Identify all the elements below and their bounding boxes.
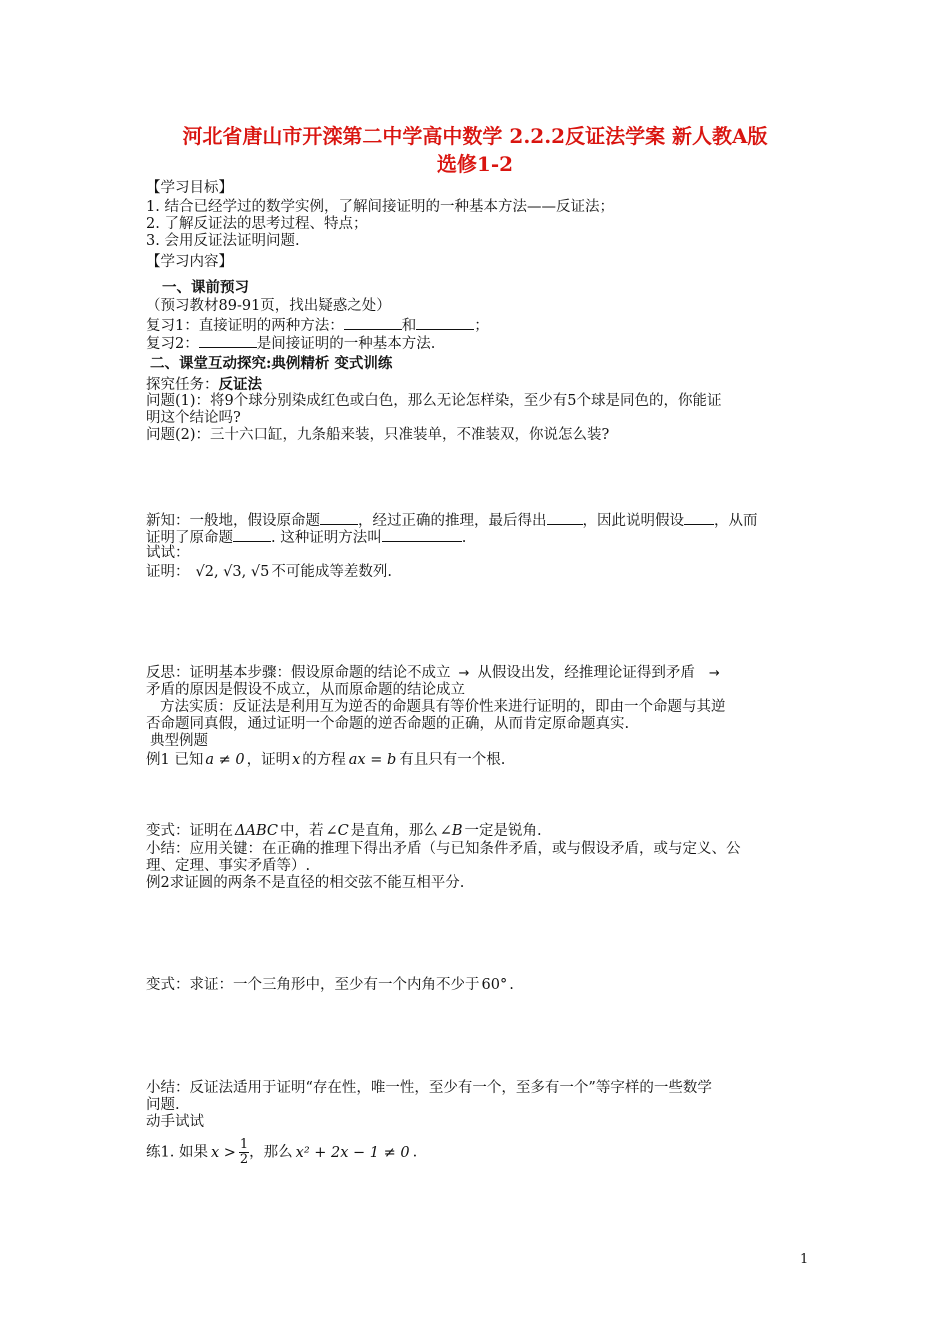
summary-2-line-1: 小结：反证法适用于证明“存在性，唯一性，至少有一个，至多有一个”等字样的一些数学 — [146, 1080, 712, 1096]
arrow-icon: → — [458, 666, 470, 681]
practice-1-math: x² + 2x − 1 ≠ 0 — [295, 1144, 410, 1161]
reflect-text-b: 从假设出发，经推理论证得到矛盾 — [477, 665, 695, 681]
variant-1-text-c: 是直角，那么 — [350, 823, 438, 839]
proof-prefix: 证明： — [146, 564, 190, 580]
task-line — [146, 376, 810, 394]
variant-1-math-2: ∠C — [325, 823, 349, 839]
example-1 — [146, 752, 810, 769]
review-1 — [146, 316, 810, 335]
section-2-heading: 二、课堂互动探究:典例精析 变式训练 — [150, 355, 393, 372]
variant-2-text-a: 变式：求证：一个三角形中，至少有一个内角不少于 — [146, 977, 480, 993]
document-title-line-2: 选修1-2 — [436, 152, 514, 176]
new-knowledge-blank-1[interactable] — [320, 511, 358, 525]
practice-1-text-b: ，那么 — [249, 1144, 293, 1161]
new-knowledge-text-g: . — [461, 530, 467, 546]
review-1-end: ； — [474, 318, 489, 334]
question-2: 问题(2)：三十六口缸，九条船来装，只准装单，不准装双，你说怎么装? — [146, 427, 610, 443]
variant-1 — [146, 823, 810, 840]
arrow-icon: → — [708, 666, 720, 681]
examples-heading: 典型例题 — [150, 733, 208, 749]
try-label: 试试： — [146, 545, 190, 561]
new-knowledge-text-b: ，经过正确的推理，最后得出 — [358, 513, 547, 529]
example-1-text-c: 的方程 — [302, 752, 346, 768]
new-knowledge-text-e: 证明了原命题 — [146, 530, 233, 546]
question-1-line-2: 明这个结论吗? — [146, 410, 241, 426]
practice-1 — [146, 1138, 810, 1167]
example-1-text-d: 有且只有一个根. — [399, 752, 506, 768]
goal-item-3: 3. 会用反证法证明问题. — [146, 233, 300, 249]
new-knowledge-blank-3[interactable] — [684, 511, 714, 525]
goal-item-2: 2. 了解反证法的思考过程、特点； — [146, 216, 368, 232]
document-title-line-1: 河北省唐山市开滦第二中学高中数学 2.2.2反证法学案 新人教A版 — [182, 124, 768, 148]
section-1-heading: 一、课前预习 — [162, 279, 249, 296]
essence-line-2: 否命题同真假，通过证明一个命题的逆否命题的正确，从而肯定原命题真实. — [146, 716, 630, 732]
practice-1-text-a: 练1. 如果 — [146, 1144, 208, 1161]
page-number: 1 — [800, 1252, 809, 1267]
example-1-text-a: 例1 已知 — [146, 752, 204, 768]
variant-2-text-b: . — [509, 977, 514, 993]
review-1-prefix: 复习1：直接证明的两种方法： — [146, 318, 344, 334]
task-label: 探究任务： — [146, 377, 219, 393]
reflect-text-a: 反思：证明基本步骤：假设原命题的结论不成立 — [146, 665, 451, 681]
summary-1-line-2: 理、定理、事实矛盾等）. — [146, 858, 311, 874]
variant-1-text-d: 一定是锐角. — [464, 823, 542, 839]
example-1-math-1: a ≠ 0 — [205, 752, 245, 768]
example-1-math-3: ax = b — [348, 752, 397, 768]
new-knowledge-text-a: 新知：一般地，假设原命题 — [146, 513, 320, 529]
practice-1-math-x: x > — [210, 1144, 236, 1161]
reflect-line-1 — [146, 665, 810, 682]
reflect-line-2: 矛盾的原因是假设不成立，从而原命题的结论成立 — [146, 682, 465, 698]
summary-2-line-2: 问题. — [146, 1097, 180, 1113]
example-1-math-2: x — [292, 752, 301, 768]
new-knowledge-text-f: . 这种证明方法叫 — [271, 530, 382, 546]
review-2-text: 是间接证明的一种基本方法. — [256, 336, 436, 352]
review-1-blank-a[interactable] — [344, 316, 402, 330]
review-1-blank-b[interactable] — [416, 316, 474, 330]
task-name: 反证法 — [218, 376, 262, 393]
variant-1-text-b: 中，若 — [279, 823, 324, 839]
new-knowledge-blank-2[interactable] — [547, 511, 583, 525]
proof-math: √2, √3, √5 — [195, 564, 270, 580]
fraction-numerator: 1 — [239, 1137, 249, 1152]
new-knowledge-blank-5[interactable] — [382, 528, 462, 542]
content-heading: 【学习内容】 — [146, 254, 233, 270]
new-knowledge-text-c: ，因此说明假设 — [582, 513, 684, 529]
proof-line — [146, 564, 810, 581]
example-1-text-b: ，证明 — [246, 752, 291, 768]
proof-suffix: 不可能成等差数列. — [271, 564, 392, 580]
review-2-prefix: 复习2： — [146, 336, 199, 352]
goal-item-1: 1. 结合已经学过的数学实例，了解间接证明的一种基本方法——反证法； — [146, 199, 614, 215]
variant-1-math-3: ∠B — [439, 823, 463, 839]
new-knowledge-blank-4[interactable] — [233, 528, 271, 542]
practice-1-fraction — [239, 1138, 249, 1167]
variant-1-text-a: 变式：证明在 — [146, 823, 233, 839]
goals-heading: 【学习目标】 — [146, 180, 233, 196]
variant-2-math: 60° — [481, 977, 508, 993]
review-1-and: 和 — [401, 318, 417, 334]
variant-1-math-1: ΔABC — [235, 823, 278, 839]
new-knowledge-text-d: ，从而 — [714, 513, 758, 529]
example-2: 例2求证圆的两条不是直径的相交弦不能互相平分. — [146, 875, 465, 891]
fraction-denominator: 2 — [239, 1152, 249, 1167]
question-1-line-1: 问题(1)：将9个球分别染成红色或白色，那么无论怎样染，至少有5个球是同色的，你能证 — [146, 393, 722, 409]
practice-1-text-c: . — [412, 1144, 418, 1161]
preview-note: （预习教材89-91页，找出疑惑之处） — [146, 298, 391, 314]
variant-2 — [146, 977, 810, 994]
practice-heading: 动手试试 — [146, 1114, 204, 1130]
review-2-blank[interactable] — [199, 334, 257, 348]
review-2 — [146, 334, 810, 353]
essence-line-1: 方法实质：反证法是利用互为逆否的命题具有等价性来进行证明的，即由一个命题与其逆 — [160, 699, 726, 715]
summary-1-line-1: 小结：应用关键：在正确的推理下得出矛盾（与已知条件矛盾，或与假设矛盾，或与定义、公 — [146, 841, 741, 857]
